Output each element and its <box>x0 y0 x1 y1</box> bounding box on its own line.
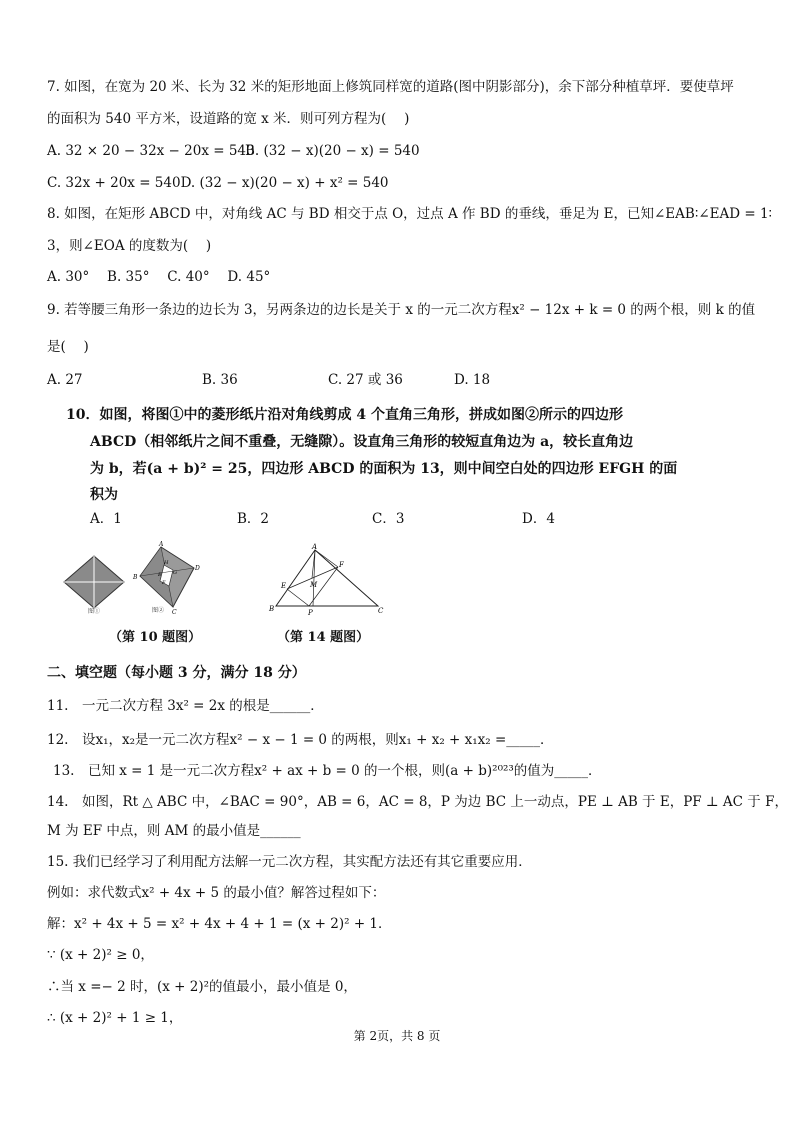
q15-line2: 例如：求代数式x² + 4x + 5 的最小值？解答过程如下： <box>47 885 386 901</box>
q10-line4: 积为 <box>90 487 118 503</box>
q11-text: 11. 一元二次方程 3x² = 2x 的根是______． <box>47 698 324 714</box>
q10-option-a: A．1 <box>90 511 122 527</box>
q10-option-b: B．2 <box>237 511 270 527</box>
q15-line6: ∴ (x + 2)² + 1 ≥ 1， <box>47 1010 183 1026</box>
q14-line1: 14. 如图，Rt △ ABC 中，∠BAC = 90°，AB = 6，AC = 8，P 为边 BC 上一动点，PE ⊥ AB 于 E，PF ⊥ AC 于 F， <box>47 794 788 810</box>
fig14-point-c: C <box>378 607 384 615</box>
q15-line5: ∴当 x =− 2 时，(x + 2)²的值最小，最小值是 0， <box>47 979 357 995</box>
figure-1-rhombus <box>62 552 126 614</box>
figure-14-caption: （第 14 题图） <box>277 630 370 645</box>
q9-option-c: C. 27 或 36 <box>328 372 403 388</box>
fig14-point-e: E <box>281 582 287 590</box>
fig2-point-a: A <box>159 541 164 548</box>
fig2-point-h: H <box>164 560 169 566</box>
q8-line2: 3，则∠EOA 的度数为( ) <box>47 238 212 254</box>
section-2-heading: 二、填空题（每小题 3 分，满分 18 分） <box>47 665 306 681</box>
q12-text: 12. 设x₁，x₂是一元二次方程x² − x − 1 = 0 的两根，则x₁ + x₂ + x₁x₂ =_____． <box>47 732 554 748</box>
q9-option-a: A. 27 <box>47 372 83 388</box>
page-footer: 第 2页，共 8 页 <box>353 1029 441 1043</box>
q8-line1: 8. 如图，在矩形 ABCD 中，对角线 AC 与 BD 相交于点 O，过点 A 作 BD 的垂线，垂足为 E，已知∠EAB∶∠EAD = 1∶ <box>47 206 773 222</box>
q9-option-b: B. 36 <box>202 372 238 388</box>
q15-line1: 15. 我们已经学习了利用配方法解一元二次方程，其实配方法还有其它重要应用． <box>47 854 532 870</box>
q15-line4: ∵ (x + 2)² ≥ 0， <box>47 947 154 963</box>
q13-text: 13. 已知 x = 1 是一元二次方程x² + ax + b = 0 的一个根，则(a + b)²⁰²³的值为_____． <box>53 763 602 779</box>
figure-14-triangle <box>266 540 390 616</box>
q7-line2: 的面积为 540 平方米，设道路的宽 x 米．则可列方程为( ) <box>47 111 410 127</box>
fig2-point-b: B <box>133 574 138 581</box>
q7-option-a: A. 32 × 20 − 32x − 20x = 540 <box>47 143 255 159</box>
q9-option-d: D. 18 <box>454 372 491 388</box>
figure-10-caption: （第 10 题图） <box>109 630 202 645</box>
fig2-point-g: G <box>173 570 177 576</box>
fig2-point-e: E <box>158 572 162 578</box>
fig14-point-b: B <box>269 605 275 613</box>
fig2-point-f: F <box>162 580 166 586</box>
q10-option-c: C．3 <box>372 511 405 527</box>
q7-option-cd: C. 32x + 20x = 540D. (32 − x)(20 − x) + x² = 540 <box>47 175 389 191</box>
q7-line1: 7. 如图，在宽为 20 米、长为 32 米的矩形地面上修筑同样宽的道路(图中阴影部分)，余下部分种植草坪．要使草坪 <box>47 79 734 95</box>
fig2-point-c: C <box>172 609 177 616</box>
q10-line1: 10．如图，将图①中的菱形纸片沿对角线剪成 4 个直角三角形，拼成如图②所示的四边形 <box>66 407 623 423</box>
figure-1-label: 图① <box>88 608 101 614</box>
fig14-point-a: A <box>312 543 318 551</box>
q7-option-b: B. (32 − x)(20 − x) = 540 <box>245 143 420 159</box>
q10-line2: ABCD（相邻纸片之间不重叠，无缝隙）。设直角三角形的较短直角边为 a，较长直角边 <box>90 434 634 450</box>
fig2-point-d: D <box>195 565 200 572</box>
fig14-point-p: P <box>308 609 313 616</box>
q8-options: A. 30° B. 35° C. 40° D. 45° <box>47 269 271 285</box>
q9-line2: 是( ) <box>47 339 89 355</box>
figure-2-quadrilateral <box>128 540 204 616</box>
q15-line3: 解：x² + 4x + 5 = x² + 4x + 4 + 1 = (x + 2)² + 1． <box>47 916 392 932</box>
q9-line1: 9. 若等腰三角形一条边的边长为 3，另两条边的边长是关于 x 的一元二次方程x² − 12x + k = 0 的两个根，则 k 的值 <box>47 302 756 318</box>
q10-option-d: D．4 <box>522 511 555 527</box>
fig14-point-f: F <box>339 561 344 569</box>
q14-line2: M 为 EF 中点，则 AM 的最小值是______ <box>47 823 301 839</box>
q10-line3: 为 b，若(a + b)² = 25，四边形 ABCD 的面积为 13，则中间空白处的四边形 EFGH 的面 <box>90 461 678 477</box>
figure-2-label: 图② <box>152 607 165 614</box>
fig14-point-m: M <box>310 581 318 589</box>
